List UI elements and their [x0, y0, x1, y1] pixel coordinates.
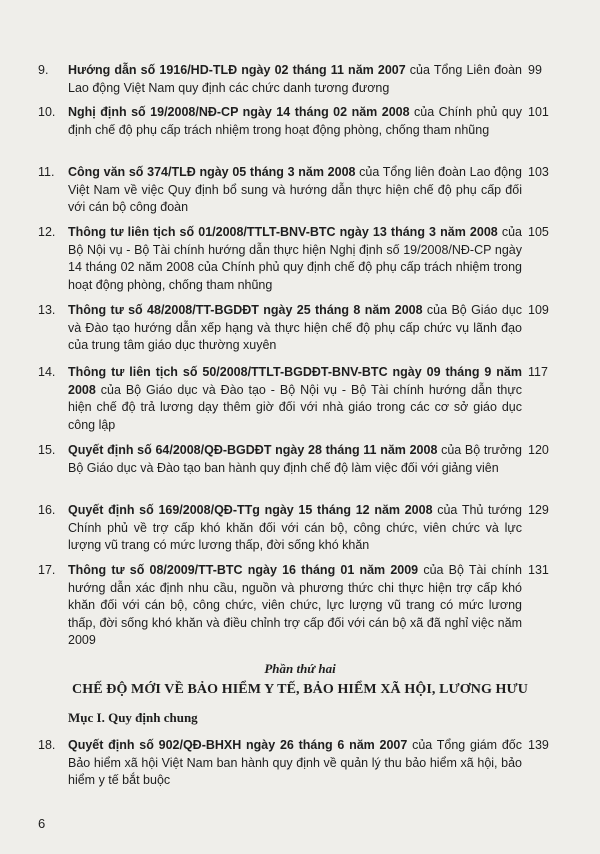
section-heading: Mục I. Quy định chung: [68, 710, 198, 725]
entry-text: [68, 62, 522, 97]
entry-number: 13.: [38, 303, 56, 317]
footer-page-number: 6: [38, 816, 46, 831]
entry-number: 17.: [38, 563, 56, 577]
entry-text: [68, 737, 522, 790]
entry-text: [68, 442, 522, 477]
entry-document-title: Thông tư số 08/2009/TT-BTC ngày 16 tháng 01 năm 2009: [68, 563, 419, 577]
entry-number: 9.: [38, 63, 49, 77]
entry-text: [68, 164, 522, 217]
entry-number: 18.: [38, 738, 56, 752]
entry-description: của Bộ Giáo dục và Đào tạo - Bộ Nội vụ - Bộ Tài chính hướng dẫn thực hiện chế độ trả lương dạy thêm giờ đối với nhà giáo trong các cơ sở giáo dục công lập: [68, 382, 522, 432]
entry-description: của Thủ tướng Chính phủ về trợ cấp khó khăn đối với cán bộ, công chức, viên chức và lực lượng vũ trang có mức lương thấp, đời sống khó khăn: [68, 503, 523, 552]
entry-number: 11.: [38, 165, 55, 179]
part-subtitle: CHẾ ĐỘ MỚI VỀ BẢO HIỂM Y TẾ, BẢO HIỂM XÃ HỘI, LƯƠNG HƯU: [72, 682, 528, 697]
entry-document-title: Nghị định số 19/2008/NĐ-CP ngày 14 tháng 02 năm 2008: [68, 105, 410, 119]
entry-description: của Tổng Liên đoàn Lao động Việt Nam quy định các chức danh tương đương: [68, 63, 522, 95]
entry-description: của Tổng liên đoàn Lao động Việt Nam về việc Quy định bổ sung và hướng dẫn thực hiện chế độ phụ cấp đối với cán bộ công đoàn: [68, 165, 522, 214]
entry-description: của Bộ trưởng Bộ Giáo dục và Đào tạo ban hành quy định chế độ làm việc đối với giảng viên: [68, 443, 522, 475]
entry-description: của Bộ Giáo dục và Đào tạo hướng dẫn xếp hạng và thực hiện chế độ phụ cấp chức vụ lãnh đạo của trung tâm giáo dục thường xuyên: [68, 303, 522, 352]
entry-text: [68, 364, 522, 434]
entry-page-number: 103: [528, 165, 549, 179]
entry-text: [68, 104, 522, 139]
entry-description: của Chính phủ quy định chế độ phụ cấp trách nhiệm trong hoạt động phòng, chống tham nhũng: [68, 105, 522, 137]
entry-text: [68, 562, 522, 650]
entry-page-number: 109: [528, 303, 549, 317]
entry-page-number: 139: [528, 738, 549, 752]
entry-page-number: 99: [528, 63, 542, 77]
entry-description: của Bộ Nội vụ - Bộ Tài chính hướng dẫn thực hiện Nghị định số 19/2008/NĐ-CP ngày 14 tháng 02 năm 2008 của Chính phủ quy định chế độ phụ cấp trách nhiệm trong hoạt động phòng, chống tham nhũng: [68, 225, 522, 292]
entry-number: 15.: [38, 443, 56, 457]
entry-document-title: Quyết định số 902/QĐ-BHXH ngày 26 tháng 6 năm 2007: [68, 738, 408, 752]
entry-document-title: Quyết định số 64/2008/QĐ-BGDĐT ngày 28 tháng 11 năm 2008: [68, 443, 438, 457]
entry-document-title: Thông tư liên tịch số 01/2008/TTLT-BNV-BTC ngày 13 tháng 3 năm 2008: [68, 225, 498, 239]
entry-document-title: Thông tư số 48/2008/TT-BGDĐT ngày 25 tháng 8 năm 2008: [68, 303, 423, 317]
entry-page-number: 129: [528, 503, 549, 517]
entry-page-number: 101: [528, 105, 549, 119]
entry-number: 12.: [38, 225, 56, 239]
entry-text: [68, 302, 522, 355]
entry-text: [68, 502, 522, 555]
entry-page-number: 117: [528, 365, 548, 379]
entry-document-title: Quyết định số 169/2008/QĐ-TTg ngày 15 tháng 12 năm 2008: [68, 503, 433, 517]
entry-description: của Bộ Tài chính hướng dẫn xác định nhu cầu, nguồn và phương thức chi thực hiện trợ cấp khó khăn đối với cán bộ, công chức, viên chức, lực lượng vũ trang có mức lương thấp, đời sống khó khăn và điều chỉnh trợ cấp đối với cán bộ xã đã nghỉ việc năm 2009: [68, 563, 522, 647]
entry-document-title: Hướng dẫn số 1916/HD-TLĐ ngày 02 tháng 11 năm 2007: [68, 63, 406, 77]
entry-document-title: Công văn số 374/TLĐ ngày 05 tháng 3 năm 2008: [68, 165, 356, 179]
entry-number: 14.: [38, 365, 56, 379]
entry-document-title: Thông tư liên tịch số 50/2008/TTLT-BGDĐT-BNV-BTC ngày 09 tháng 9 năm 2008: [68, 365, 522, 397]
entry-page-number: 105: [528, 225, 549, 239]
entry-page-number: 131: [528, 563, 549, 577]
entry-text: [68, 224, 522, 294]
part-title: Phần thứ hai: [264, 661, 336, 676]
entry-description: của Tổng giám đốc Bảo hiểm xã hội Việt Nam ban hành quy định về quản lý thu bảo hiểm xã hội, bảo hiểm y tế bắt buộc: [68, 738, 522, 787]
entry-page-number: 120: [528, 443, 549, 457]
entry-number: 16.: [38, 503, 56, 517]
entry-number: 10.: [38, 105, 56, 119]
